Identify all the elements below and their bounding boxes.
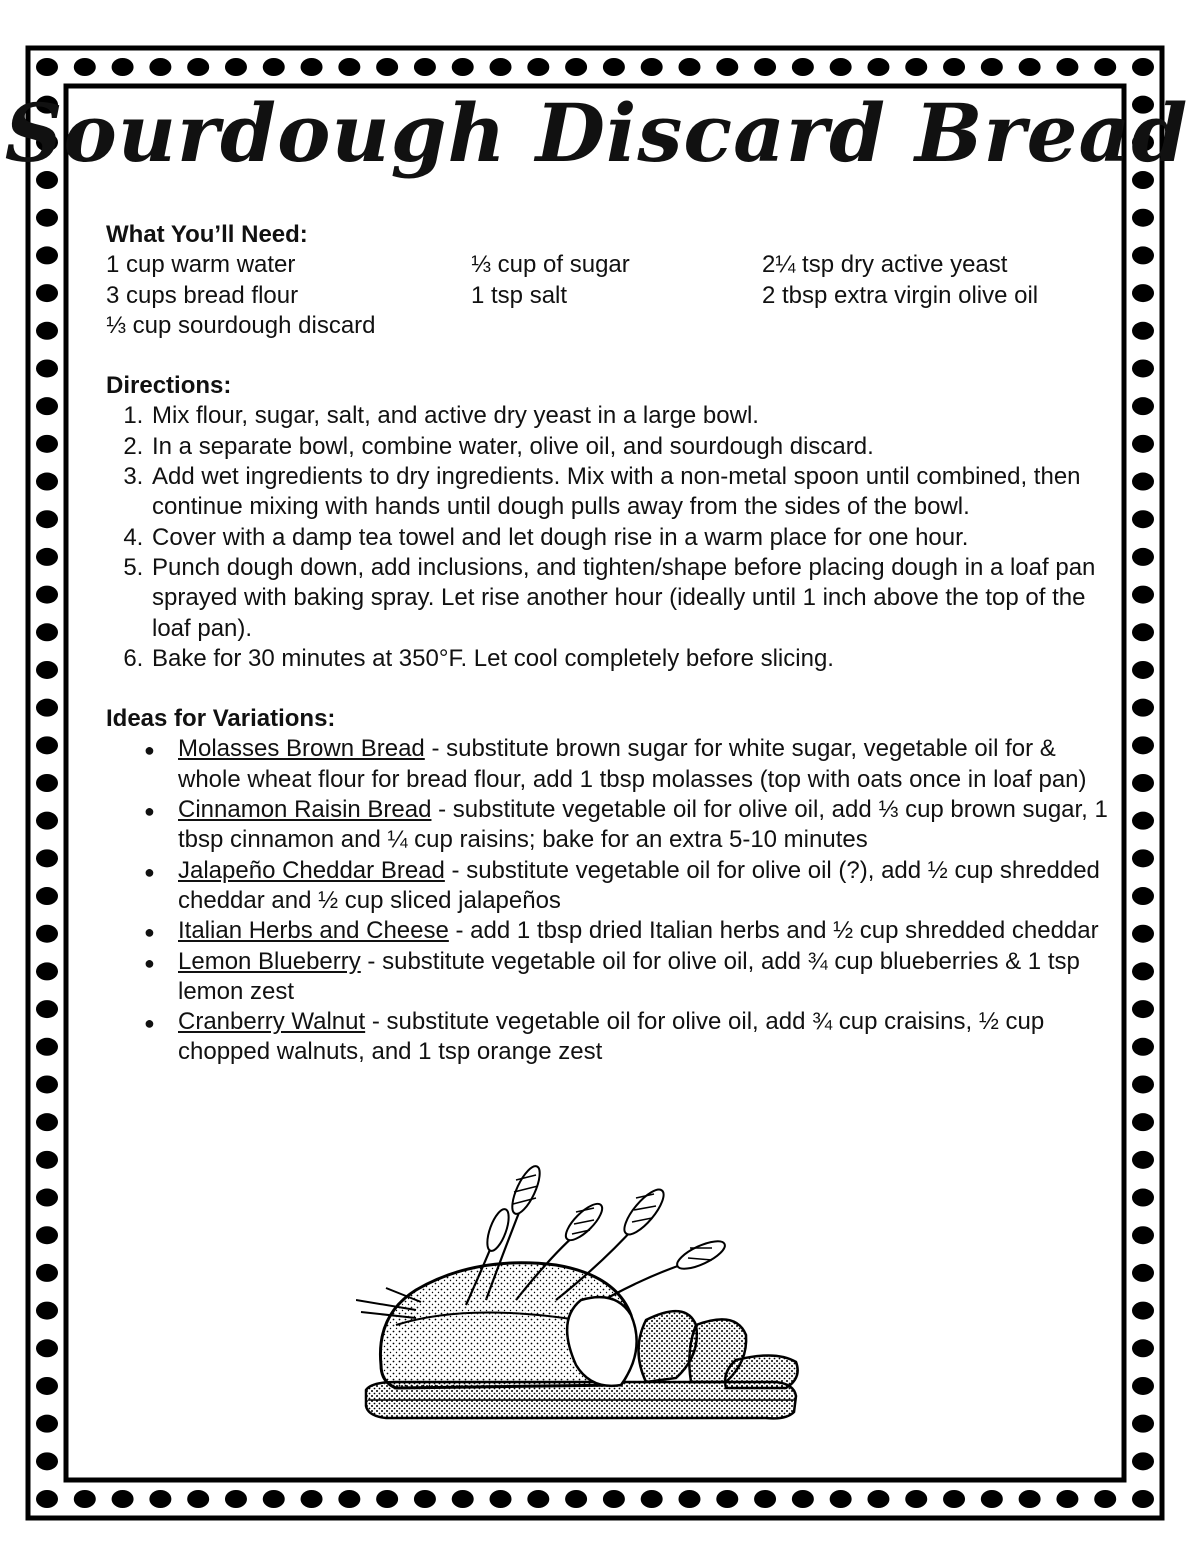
- variation-name: Jalapeño Cheddar Bread: [178, 856, 445, 884]
- border-dot: [36, 359, 58, 377]
- variation-name: Molasses Brown Bread: [178, 735, 425, 763]
- border-dot: [36, 1151, 58, 1169]
- border-dot: [1132, 962, 1154, 980]
- border-dot: [187, 58, 209, 76]
- border-dot: [867, 1490, 889, 1508]
- border-dot: [603, 1490, 625, 1508]
- border-dot: [830, 1490, 852, 1508]
- border-dot: [36, 1302, 58, 1320]
- border-dot: [187, 1490, 209, 1508]
- border-dot: [1132, 736, 1154, 754]
- border-dot: [36, 1339, 58, 1357]
- border-dot: [338, 58, 360, 76]
- border-dot: [1094, 58, 1116, 76]
- direction-step: 1. Mix flour, sugar, salt, and active dry yeast in a large bowl.: [150, 401, 1116, 431]
- border-dot: [1132, 774, 1154, 792]
- border-dot: [792, 1490, 814, 1508]
- border-dot: [36, 284, 58, 302]
- direction-step: 5. Punch dough down, add inclusions, and tighten/shape before placing dough in a loaf pan sprayed with baking spray. Let rise another hour (ideally until 1 inch above the top of the loaf pan).: [150, 553, 1116, 644]
- border-dot: [414, 58, 436, 76]
- border-dot: [36, 699, 58, 717]
- border-dot: [716, 1490, 738, 1508]
- border-dot: [36, 586, 58, 604]
- border-dot: [36, 1415, 58, 1433]
- border-dot: [36, 925, 58, 943]
- border-dot: [1132, 1189, 1154, 1207]
- border-dot: [527, 58, 549, 76]
- border-dot: [490, 1490, 512, 1508]
- border-dot: [36, 962, 58, 980]
- border-dot: [641, 1490, 663, 1508]
- border-dot: [1132, 812, 1154, 830]
- border-dot: [1132, 925, 1154, 943]
- border-dot: [1132, 397, 1154, 415]
- border-dot: [36, 1038, 58, 1056]
- border-dot: [905, 1490, 927, 1508]
- border-dot: [301, 58, 323, 76]
- border-dot: [1132, 1038, 1154, 1056]
- variation-item: [178, 734, 1116, 795]
- border-dot: [376, 58, 398, 76]
- border-dot: [36, 812, 58, 830]
- border-dot: [1132, 322, 1154, 340]
- border-dot: [1132, 1339, 1154, 1357]
- border-dot: [867, 58, 889, 76]
- border-dot: [36, 473, 58, 491]
- border-dot: [36, 1490, 58, 1508]
- border-dot: [1056, 58, 1078, 76]
- border-dot: [678, 1490, 700, 1508]
- border-dot: [943, 1490, 965, 1508]
- border-dot: [1132, 209, 1154, 227]
- border-dot: [830, 58, 852, 76]
- border-dot: [36, 209, 58, 227]
- border-dot: [527, 1490, 549, 1508]
- border-dot: [1132, 586, 1154, 604]
- border-dot: [1132, 548, 1154, 566]
- border-dot: [1132, 623, 1154, 641]
- border-dot: [1019, 58, 1041, 76]
- border-dot: [1094, 1490, 1116, 1508]
- border-dot: [36, 1113, 58, 1131]
- ingredients-heading: What You’ll Need:: [106, 221, 308, 248]
- border-dot: [414, 1490, 436, 1508]
- variation-description: - add 1 tbsp dried Italian herbs and ½ cup shredded cheddar: [448, 917, 1099, 945]
- border-dot: [112, 58, 134, 76]
- border-dot: [36, 1264, 58, 1282]
- border-dot: [1019, 1490, 1041, 1508]
- border-dot: [36, 1189, 58, 1207]
- border-dot: [452, 1490, 474, 1508]
- direction-step: 4. Cover with a damp tea towel and let dough rise in a warm place for one hour.: [150, 523, 1116, 553]
- border-dot: [36, 58, 58, 76]
- border-dot: [641, 58, 663, 76]
- border-dot: [981, 58, 1003, 76]
- ingredient: 1 tsp salt: [471, 281, 568, 309]
- border-dot: [1132, 284, 1154, 302]
- border-dot: [36, 548, 58, 566]
- border-dot: [1132, 1452, 1154, 1470]
- ingredients-list: [106, 250, 1116, 341]
- border-dot: [1132, 661, 1154, 679]
- border-dot: [149, 58, 171, 76]
- variation-name: Lemon Blueberry: [178, 947, 361, 975]
- page-title: Sourdough Discard Bread: [4, 86, 1189, 180]
- direction-step: 3. Add wet ingredients to dry ingredients. Mix with a non-metal spoon until combined, then continue mixing with hands until dough pulls away from the sides of the bowl.: [150, 462, 1116, 523]
- border-dot: [36, 397, 58, 415]
- variations-list: [106, 734, 1116, 1067]
- variation-name: Cinnamon Raisin Bread: [178, 796, 432, 824]
- border-dot: [338, 1490, 360, 1508]
- bread-loaf-with-wheat-icon: [356, 1150, 806, 1425]
- border-dot: [943, 58, 965, 76]
- border-dot: [1056, 1490, 1078, 1508]
- ingredient: ⅓ cup of sugar: [471, 251, 630, 279]
- border-dot: [1132, 1377, 1154, 1395]
- ingredient: ⅓ cup sourdough discard: [106, 311, 376, 339]
- border-dot: [36, 435, 58, 453]
- direction-step: 2. In a separate bowl, combine water, olive oil, and sourdough discard.: [150, 432, 1116, 462]
- border-dot: [36, 661, 58, 679]
- variation-item: [178, 1007, 1116, 1068]
- border-dot: [603, 58, 625, 76]
- border-dot: [490, 58, 512, 76]
- variation-description: - substitute vegetable oil for olive oil, add ⅓ cup brown sugar, 1 tbsp cinnamon and ¼ cup raisins; bake for an extra 5-10 minutes: [178, 796, 1108, 854]
- variation-item: [178, 916, 1116, 946]
- border-dot: [716, 58, 738, 76]
- border-dot: [112, 1490, 134, 1508]
- border-dot: [1132, 1264, 1154, 1282]
- border-dot: [301, 1490, 323, 1508]
- variation-item: [178, 856, 1116, 917]
- border-dot: [1132, 1075, 1154, 1093]
- border-dot: [36, 774, 58, 792]
- directions-list: [106, 401, 1116, 674]
- border-dot: [1132, 1226, 1154, 1244]
- variation-description: - substitute brown sugar for white sugar, vegetable oil for & whole wheat flour for bread flour, add 1 tbsp molasses (top with oats once in loaf pan): [178, 735, 1087, 793]
- border-dot: [1132, 1415, 1154, 1433]
- border-dot: [1132, 1113, 1154, 1131]
- border-dot: [1132, 887, 1154, 905]
- variation-name: Italian Herbs and Cheese: [178, 917, 449, 945]
- border-dot: [792, 58, 814, 76]
- ingredient: 2¼ tsp dry active yeast: [762, 251, 1008, 279]
- border-dot: [36, 1377, 58, 1395]
- recipe-content: [106, 220, 1116, 1068]
- border-dot: [36, 736, 58, 754]
- variation-description: - substitute vegetable oil for olive oil, add ¾ cup blueberries & 1 tsp lemon zest: [178, 947, 1080, 1005]
- ingredient: 3 cups bread flour: [106, 281, 299, 309]
- border-dot: [1132, 849, 1154, 867]
- border-dot: [452, 58, 474, 76]
- border-dot: [565, 58, 587, 76]
- border-dot: [36, 887, 58, 905]
- variation-item: [178, 947, 1116, 1008]
- border-dot: [1132, 1490, 1154, 1508]
- border-dot: [1132, 58, 1154, 76]
- border-dot: [149, 1490, 171, 1508]
- border-dot: [754, 1490, 776, 1508]
- variation-description: - substitute vegetable oil for olive oil (?), add ½ cup shredded cheddar and ½ cup sliced jalapeños: [178, 856, 1100, 914]
- border-dot: [225, 58, 247, 76]
- border-dot: [981, 1490, 1003, 1508]
- variation-item: [178, 795, 1116, 856]
- border-dot: [376, 1490, 398, 1508]
- border-dot: [36, 849, 58, 867]
- border-dot: [1132, 1151, 1154, 1169]
- variation-description: - substitute vegetable oil for olive oil, add ¾ cup craisins, ½ cup chopped walnuts, and 1 tsp orange zest: [178, 1008, 1045, 1066]
- ingredient: 1 cup warm water: [106, 251, 296, 279]
- border-dot: [1132, 510, 1154, 528]
- border-dot: [225, 1490, 247, 1508]
- direction-step: 6. Bake for 30 minutes at 350°F. Let cool completely before slicing.: [150, 644, 1116, 674]
- border-dot: [565, 1490, 587, 1508]
- border-dot: [1132, 473, 1154, 491]
- border-dot: [1132, 1302, 1154, 1320]
- border-dot: [1132, 246, 1154, 264]
- border-dot: [36, 246, 58, 264]
- variations-heading: Ideas for Variations:: [106, 705, 336, 733]
- directions-heading: Directions:: [106, 372, 232, 400]
- border-dot: [1132, 359, 1154, 377]
- border-dot: [36, 510, 58, 528]
- border-dot: [905, 58, 927, 76]
- border-dot: [263, 58, 285, 76]
- border-dot: [74, 1490, 96, 1508]
- border-dot: [36, 1000, 58, 1018]
- border-dot: [263, 1490, 285, 1508]
- border-dot: [36, 322, 58, 340]
- border-dot: [36, 623, 58, 641]
- border-dot: [1132, 699, 1154, 717]
- border-dot: [36, 1452, 58, 1470]
- border-dot: [678, 58, 700, 76]
- variation-name: Cranberry Walnut: [178, 1008, 366, 1036]
- border-dot: [36, 1075, 58, 1093]
- border-dot: [754, 58, 776, 76]
- border-dot: [1132, 1000, 1154, 1018]
- border-dot: [74, 58, 96, 76]
- ingredient: 2 tbsp extra virgin olive oil: [762, 281, 1039, 309]
- border-dot: [36, 1226, 58, 1244]
- border-dot: [1132, 435, 1154, 453]
